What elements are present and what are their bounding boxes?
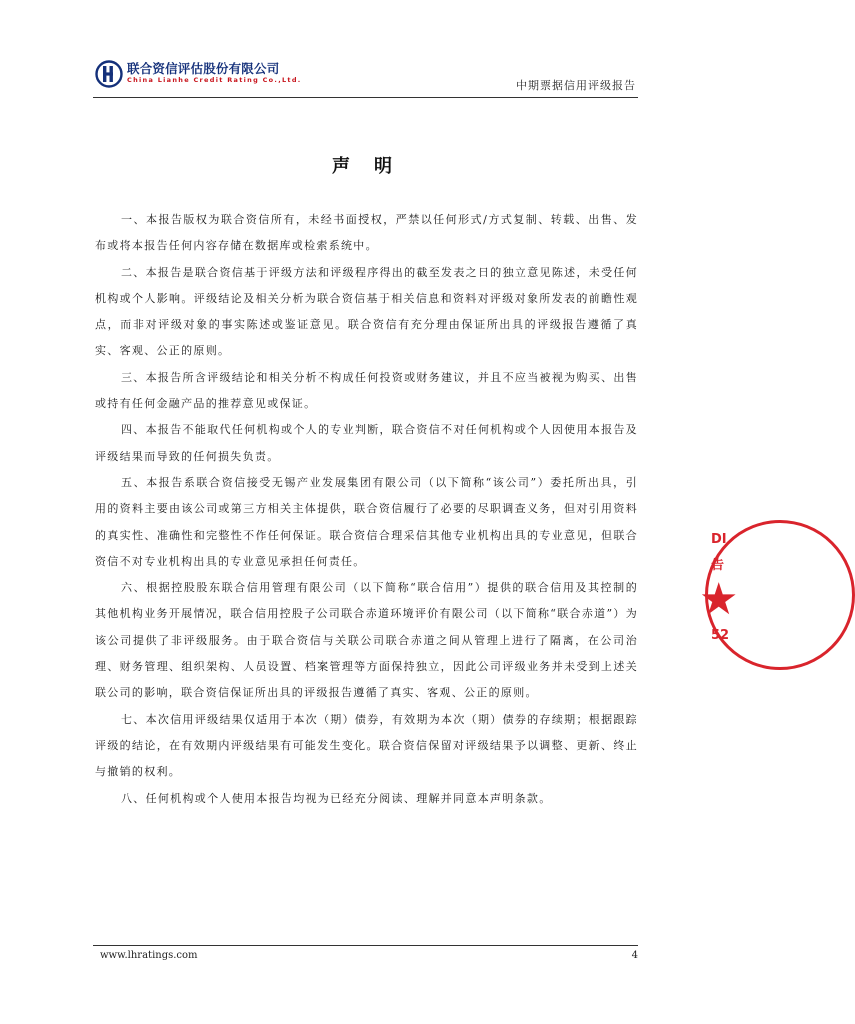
star-icon: ★ [699,574,739,625]
footer-divider [93,945,638,946]
statement-paragraph-5: 五、本报告系联合资信接受无锡产业发展集团有限公司（以下简称“该公司”）委托所出具，引用的资料主要由该公司或第三方相关主体提供，联合资信履行了必要的尽职调查义务，但对引用资料的真实性、准确性和完整性不作任何保证。联合资信合理采信其他专业机构出具的专业意见，但联合资信不对专业机构出具的专业意见承担任何责任。 [95,475,638,568]
page-header [93,56,638,96]
lianhe-logo-icon [95,60,123,88]
seal-text-3: 52 [711,628,730,643]
statement-paragraph-1: 一、本报告版权为联合资信所有，未经书面授权，严禁以任何形式/方式复制、转载、出售、发布或将本报告任何内容存储在数据库或检索系统中。 [95,213,638,253]
report-type: 中期票据信用评级报告 [516,79,636,92]
company-seal-stamp [699,520,739,670]
seal-text-2: 告 [711,558,725,573]
company-name-cn: 联合资信评估股份有限公司 [127,61,280,76]
company-name-en: China Lianhe Credit Rating Co.,Ltd. [127,76,302,84]
statement-paragraph-3: 三、本报告所含评级结论和相关分析不构成任何投资或财务建议，并且不应当被视为购买、出售或持有任何金融产品的推荐意见或保证。 [95,370,638,411]
footer-website: www.lhratings.com [100,950,198,961]
statement-paragraph-4: 四、本报告不能取代任何机构或个人的专业判断，联合资信不对任何机构或个人因使用本报告及评级结果而导致的任何损失负责。 [95,423,638,463]
seal-text-1: DI [711,532,727,547]
statement-paragraph-7: 七、本次信用评级结果仅适用于本次（期）债券，有效期为本次（期）债券的存续期；根据跟踪评级的结论，在有效期内评级结果有可能发生变化。联合资信保留对评级结果予以调整、更新、终止与撤销的权利。 [95,712,638,779]
header-divider [93,97,638,98]
statement-paragraph-8: 八、任何机构或个人使用本报告均视为已经充分阅读、理解并同意本声明条款。 [121,791,552,805]
statement-paragraph-6: 六、根据控股股东联合信用管理有限公司（以下简称“联合信用”）提供的联合信用及其控制的其他机构业务开展情况，联合信用控股子公司联合赤道环境评价有限公司（以下简称“联合赤道”）为该公司提供了非评级服务。由于联合资信与关联公司联合赤道之间从管理上进行了隔离，在公司治理、财务管理、组织架构、人员设置、档案管理等方面保持独立，因此公司评级业务并未受到上述关联公司的影响，联合资信保证所出具的评级报告遵循了真实、客观、公正的原则。 [95,581,638,700]
page-number: 4 [631,950,638,961]
statement-body [95,207,638,812]
page-title: 声明 [332,156,416,177]
statement-paragraph-2: 二、本报告是联合资信基于评级方法和评级程序得出的截至发表之日的独立意见陈述，未受任何机构或个人影响。评级结论及相关分析为联合资信基于相关信息和资料对评级对象所发表的前瞻性观点，而非对评级对象的事实陈述或鉴证意见。联合资信有充分理由保证所出具的评级报告遵循了真实、客观、公正的原则。 [95,265,638,358]
